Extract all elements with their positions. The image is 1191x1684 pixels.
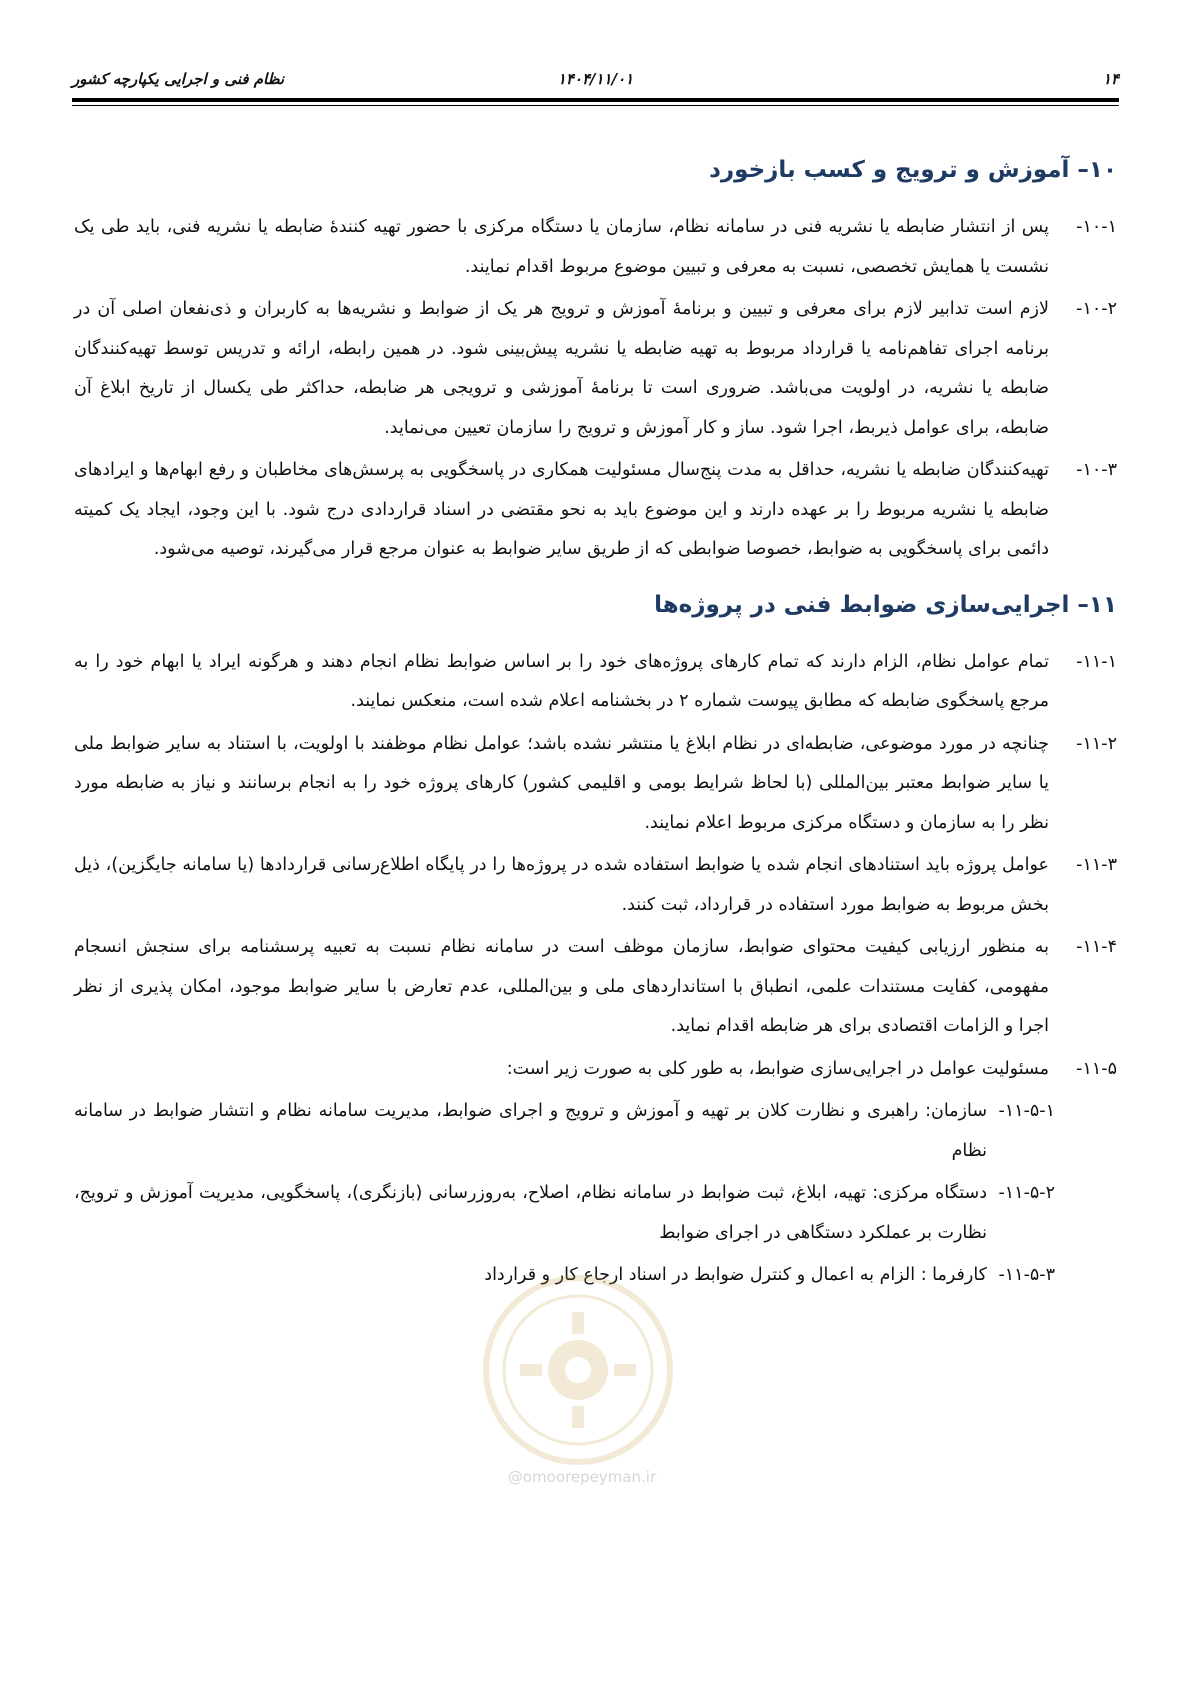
document-body [74, 152, 1117, 1299]
clause-number: ۱۰-۳- [1076, 460, 1117, 480]
clause-number: ۱۱-۵- [1076, 1058, 1117, 1079]
header-title: نظام فنی و اجرایی یکپارچه کشور [72, 70, 285, 88]
clause [74, 290, 1117, 448]
clause-text: تمام عوامل نظام، الزام دارند که تمام کارهای پروژه‌های خود را بر اساس ضوابط نظام انجام دهند و هرگونه ایراد یا ابهام خود را به مرجع پاسخگوی ضابطه که مطابق پیوست شماره ۲ در بخشنامه اعلام شده است، منعکس نمایند. [74, 651, 1049, 711]
page-header [72, 66, 1119, 96]
clause-number: ۱۱-۳- [1076, 855, 1117, 875]
clause-text: چنانچه در مورد موضوعی، ضابطه‌ای در نظام ابلاغ یا منتشر نشده باشد؛ عوامل نظام موظفند با اولویت، با استناد به سایر ضوابط ملی یا سایر ضوابط معتبر بین‌المللی (با لحاظ شرایط بومی و اقلیمی کشور) کارهای پروژه خود را به انجام برسانند و نیاز به ضابطه مورد نظر را به سازمان و دستگاه مرکزی مربوط اعلام نمایند. [74, 733, 1049, 833]
header-rule [72, 98, 1119, 102]
clause-number: ۱۰-۱- [1076, 217, 1117, 237]
clause-number: ۱۱-۱- [1076, 651, 1117, 672]
clause-number: ۱۰-۲- [1076, 299, 1117, 319]
page-number: ۱۴ [1102, 70, 1119, 88]
header-date: ۱۴۰۴/۱۱/۰۱ [557, 70, 634, 88]
subclause-number: ۱۱-۵-۳- [998, 1265, 1055, 1285]
clause [74, 208, 1117, 287]
clause-text: لازم است تدابیر لازم برای معرفی و تبیین و برنامهٔ آموزش و ترویج هر یک از ضوابط و نشریه‌ها به کاربران و ذی‌نفعان اصلی آن در برنامه اجرای تفاهم‌نامه یا قرارداد مربوط به تهیه ضابطه یا نشریه پیش‌بینی شود. در همین رابطه، ارائه و تدریس توسط تهیه‌کنندگان ضابطه یا نشریه، در اولویت می‌باشد. ضروری است تا برنامهٔ آموزشی و ترویجی هر ضابطه، حداکثر طی یکسال از تاریخ ابلاغ آن ضابطه، برای عوامل ذیربط، اجرا شود. ساز و کار آموزش و ترویج را سازمان تعیین می‌نماید. [74, 299, 1049, 438]
section-title: آموزش و ترویج و کسب بازخورد [709, 157, 1070, 183]
watermark-logo-icon [468, 1270, 688, 1470]
clause [74, 1050, 1117, 1090]
clause [74, 928, 1117, 1047]
header-rule-thin [72, 105, 1119, 106]
subclause [74, 1174, 1117, 1253]
subclause-text: سازمان: راهبری و نظارت کلان بر تهیه و آموزش و ترویج و اجرای ضوابط، مدیریت سامانه نظام و انتشار ضوابط در سامانه نظام [74, 1101, 987, 1161]
section-spacer [74, 573, 1117, 587]
clause-number: ۱۱-۴- [1076, 937, 1117, 957]
section-number: ۱۰– [1077, 157, 1117, 183]
clause-text: عوامل پروژه باید استنادهای انجام شده یا ضوابط استفاده شده در پروژه‌ها را در پایگاه اطلاع‌رسانی قراردادها (یا سامانه جایگزین)، ذیل بخش مربوط به ضوابط مورد استفاده در قرارداد، ثبت کنند. [74, 855, 1049, 915]
clause-text: مسئولیت عوامل در اجرایی‌سازی ضوابط، به طور کلی به صورت زیر است: [506, 1058, 1049, 1079]
clause-text: تهیه‌کنندگان ضابطه یا نشریه، حداقل به مدت پنج‌سال مسئولیت همکاری در پاسخگویی به پرسش‌های مخاطبان و رفع ابهام‌ها و ایرادهای ضابطه یا نشریه مربوط را بر عهده دارند و این موضوع باید به نحو مقتضی در اسناد قراردادی درج شود. با این وجود، ایجاد یک کمیته دائمی برای پاسخگویی به ضوابط، خصوصا ضوابطی که از طریق سایر ضوابط به عنوان مرجع قرار می‌گیرند، توصیه می‌شود. [74, 460, 1049, 559]
subclause-number: ۱۱-۵-۱- [998, 1101, 1055, 1121]
subclause [74, 1092, 1117, 1171]
clause-text: به منظور ارزیابی کیفیت محتوای ضوابط، سازمان موظف است در سامانه نظام نسبت به تعبیه پرسشنامه برای سنجش انسجام مفهومی، کفایت مستندات علمی، انطباق با استانداردهای ملی و بین‌المللی، عدم تعارض با سایر ضوابط موجود، امکان پذیری از نظر اجرا و الزامات اقتصادی برای هر ضابطه اقدام نماید. [74, 937, 1049, 1036]
clause-number: ۱۱-۲- [1076, 733, 1117, 754]
section-number: ۱۱– [1077, 591, 1117, 618]
clause [74, 846, 1117, 925]
subclause [74, 1256, 1117, 1296]
section-title: اجرایی‌سازی ضوابط فنی در پروژه‌ها [654, 591, 1070, 618]
subclause-number: ۱۱-۵-۲- [998, 1183, 1055, 1203]
clause [74, 643, 1117, 722]
clause [74, 451, 1117, 570]
section-heading [74, 587, 1117, 623]
subclause-text: دستگاه مرکزی: تهیه، ابلاغ، ثبت ضوابط در سامانه نظام، اصلاح، به‌روزرسانی (بازنگری)، پاسخگویی، مدیریت آموزش و ترویج، نظارت بر عملکرد دستگاهی در اجرای ضوابط [74, 1183, 987, 1243]
subclause-text: کارفرما : الزام به اعمال و کنترل ضوابط در اسناد ارجاع کار و قرارداد [484, 1265, 987, 1285]
watermark-text: @omoorepeyman.ir [507, 1468, 657, 1486]
section-heading [74, 152, 1117, 188]
clause [74, 725, 1117, 844]
clause-text: پس از انتشار ضابطه یا نشریه فنی در سامانه نظام، سازمان یا دستگاه مرکزی با حضور تهیه کنندهٔ ضابطه یا نشریه فنی، باید طی یک نشست یا همایش تخصصی، نسبت به معرفی و تبیین موضوع مربوط اقدام نمایند. [74, 217, 1049, 277]
